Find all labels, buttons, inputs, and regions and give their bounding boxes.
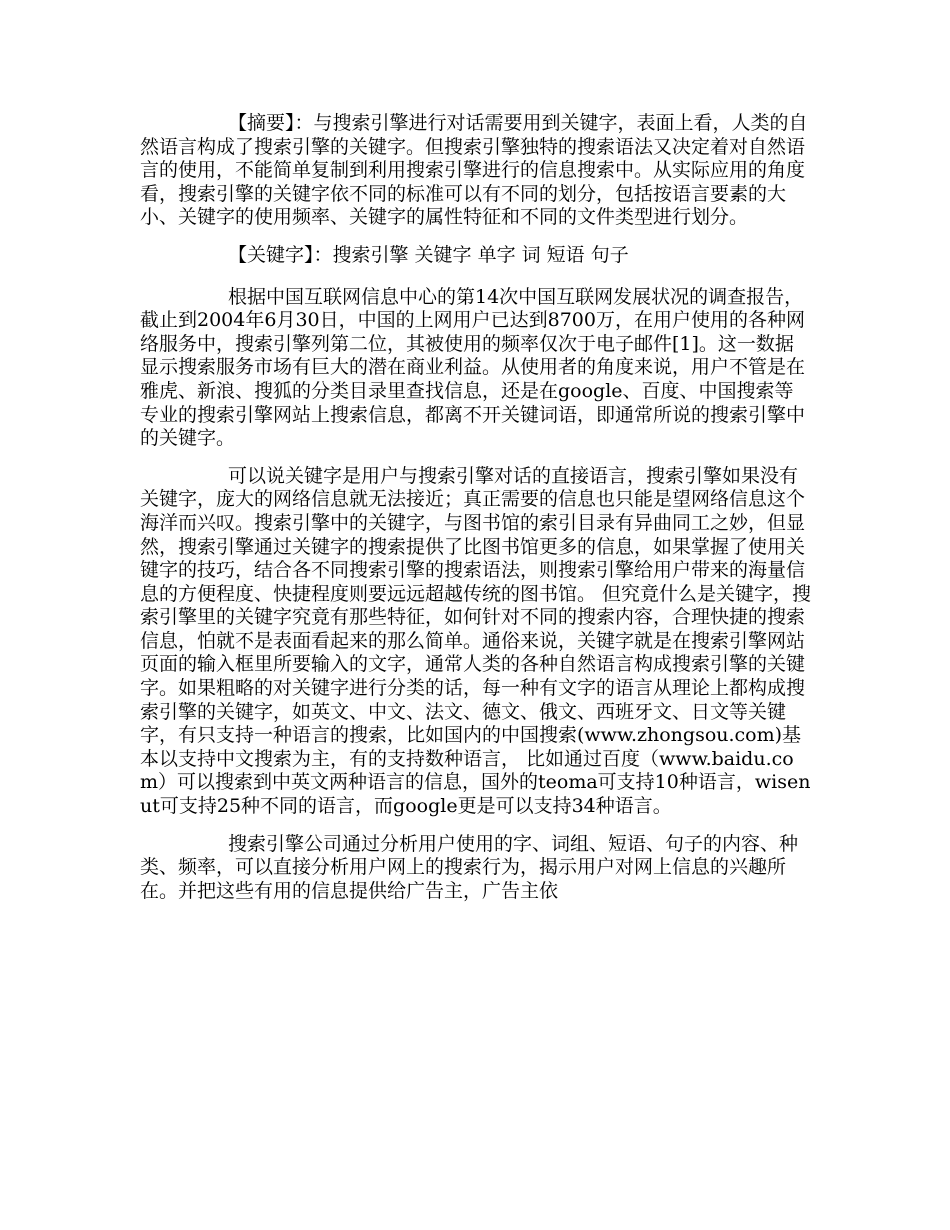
abstract-paragraph: 【摘要】：与搜索引擎进行对话需要用到关键字，表面上看，人类的自然语言构成了搜索引擎的关键字。但搜索引擎独特的搜索语法又决定着对自然语言的使用，不能简单复制到利用搜索引擎进行的信息搜索中。从实际应用的角度看，搜索引擎的关键字依不同的标准可以有不同的划分，包括按语言要素的大小、关键字的使用频率、关键字的属性特征和不同的文件类型进行划分。: [140, 112, 808, 229]
body-paragraph-1: 根据中国互联网信息中心的第14次中国互联网发展状况的调查报告，截止到2004年6月30日，中国的上网用户已达到8700万，在用户使用的各种网络服务中，搜索引擎列第二位，其被使用的频率仅次于电子邮件[1]。这一数据显示搜索服务市场有巨大的潜在商业利益。从使用者的角度来说，用户不管是在雅虎、新浪、搜狐的分类目录里查找信息，还是在google、百度、中国搜索等专业的搜索引擎网站上搜索信息，都离不开关键词语，即通常所说的搜索引擎中的关键字。: [140, 285, 806, 450]
document-page: [140, 112, 812, 917]
body-paragraph-3: 搜索引擎公司通过分析用户使用的字、词组、短语、句子的内容、种类、频率，可以直接分析用户网上的搜索行为，揭示用户对网上信息的兴趣所在。并把这些有用的信息提供给广告主，广告主依: [140, 832, 799, 902]
body-paragraph-2: 可以说关键字是用户与搜索引擎对话的直接语言，搜索引擎如果没有关键字，庞大的网络信息就无法接近；真正需要的信息也只能是望网络信息这个海洋而兴叹。搜索引擎中的关键字，与图书馆的索引目录有异曲同工之妙，但显然，搜索引擎通过关键字的搜索提供了比图书馆更多的信息，如果掌握了使用关键字的技巧，结合各不同搜索引擎的搜索语法，则搜索引擎给用户带来的海量信息的方便程度、快捷程度则要远远超越传统的图书馆。 但究竟什么是关键字，搜索引擎里的关键字究竟有那些特征，如何针对不同的搜索内容，合理快捷的搜索信息，怕就不是表面看起来的那么简单。通俗来说，关键字就是在搜索引擎网站页面的输入框里所要输入的文字，通常人类的各种自然语言构成搜索引擎的关键字。如果粗略的对关键字进行分类的话，每一种有文字的语言从理论上都构成搜索引擎的关键字，如英文、中文、法文、德文、俄文、西班牙文、日文等关键字，有只支持一种语言的搜索，比如国内的中国搜索(www.zhongsou.com)基本以支持中文搜索为主，有的支持数种语言， 比如通过百度（www.baidu.com）可以搜索到中英文两种语言的信息，国外的teoma可支持10种语言，wisenut可支持25种不同的语言，而google更是可以支持34种语言。: [140, 464, 812, 818]
keywords-paragraph: 【关键字】：搜索引擎 关键字 单字 词 短语 句子: [228, 243, 629, 266]
